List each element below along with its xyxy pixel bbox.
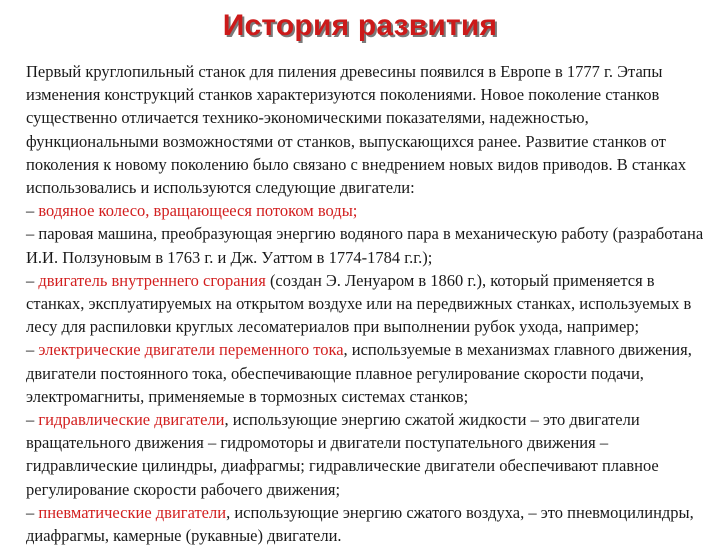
list-item	[26, 408, 710, 501]
item-highlight: гидравлические двигатели	[38, 410, 225, 430]
item-text: паровая машина, преобразующая энергию водяного пара в механическую работу (разработана И.И. Ползуновым в 1763 г. и Дж. Уаттом в 1774-1784 г.г.);	[26, 224, 704, 267]
item-dash: –	[26, 340, 39, 360]
list-item	[26, 199, 710, 222]
item-highlight: электрические двигатели переменного тока	[38, 340, 344, 360]
list-item	[26, 269, 710, 339]
item-dash: –	[26, 410, 39, 430]
slide-title: История развития	[222, 9, 498, 42]
item-dash: –	[26, 270, 39, 290]
item-dash: –	[26, 201, 39, 221]
item-dash: –	[26, 224, 39, 244]
item-text: , использующие энергию сжатой жидкости – это двигатели вращательного движения – гидромоторы и двигатели поступательного движения – гидравлические цилиндры, диафрагмы; гидравлические двигатели обеспечивают плавное регулирование скорости рабочего движения;	[26, 410, 659, 499]
item-text: , используемые в механизмах главного движения, двигатели постоянного тока, обеспечивающие плавное регулирование скорости подачи, электромагниты, применяемые в тормозных системах станков;	[26, 340, 692, 406]
item-text: (создан Э. Ленуаром в 1860 г.), который применяется в станках, эксплуатируемых на открытом воздухе или на передвижных станках, используемых в лесу для распиловки круглых лесоматериалов при выполнении рубок ухода, например;	[26, 270, 692, 337]
list-item	[26, 222, 710, 268]
list-item	[26, 338, 710, 408]
slide-body	[26, 60, 710, 547]
item-dash: –	[26, 502, 39, 522]
item-text: , использующие энергию сжатого воздуха, – это пневмоцилиндры, диафрагмы, камерные (рукавные) двигатели.	[26, 502, 694, 546]
intro-paragraph: Первый круглопильный станок для пиления древесины появился в Европе в 1777 г. Этапы изменения конструкций станков характеризуются поколениями. Новое поколение станков существенно отличается технико-экономическими показателями, надежностью, функциональными возможностями от станков, выпускающихся ранее. Развитие станков от поколения к новому поколению было связано с внедрением новых видов приводов. В станках использовались и используются следующие двигатели:	[26, 62, 687, 198]
item-highlight: двигатель внутреннего сгорания	[38, 270, 266, 290]
item-highlight: пневматические двигатели	[38, 502, 227, 522]
list-item	[26, 501, 710, 547]
item-highlight: водяное колесо, вращающееся потоком воды;	[38, 201, 358, 221]
